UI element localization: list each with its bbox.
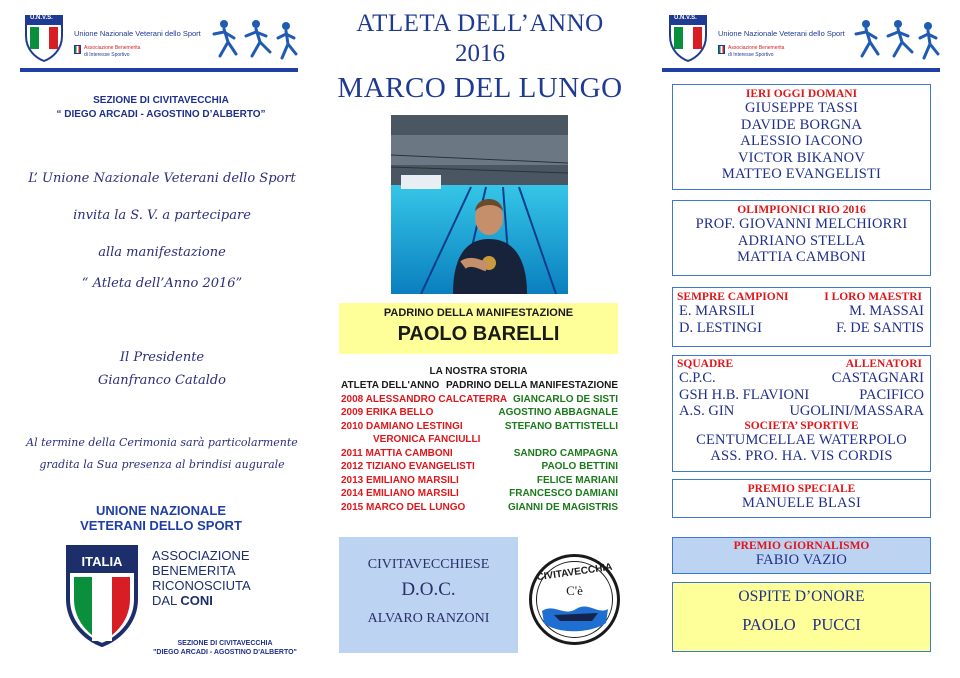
- sub-line-1: Associazione Benemerita: [728, 45, 785, 51]
- name-item: ASS. PRO. HA. VIS CORDIS: [710, 448, 893, 464]
- logo-text: U.N.V.S.: [674, 15, 697, 21]
- padrino-box: [339, 303, 618, 354]
- section-title-1: SEZIONE DI CIVITAVECCHIA: [93, 95, 229, 106]
- story-row: 2011 MATTIA CAMBONI SANDRO CAMPAGNA: [341, 447, 618, 459]
- logo-text: U.N.V.S.: [30, 15, 53, 21]
- name-item: MATTIA CAMBONI: [737, 249, 866, 265]
- assoc-line-1: ASSOCIAZIONE: [152, 548, 250, 563]
- box-title-right: I LORO MAESTRI: [824, 291, 922, 303]
- header-rule: [20, 68, 298, 72]
- title-year: 2016: [455, 40, 505, 67]
- pair-row: A.S. GIN UGOLINI/MASSARA: [679, 403, 924, 419]
- box-title: PREMIO SPECIALE: [747, 483, 856, 495]
- president-title: Il Presidente: [119, 350, 205, 365]
- name-list: [673, 432, 930, 465]
- winner-name: FABIO VAZIO: [755, 552, 848, 568]
- box-title-left: SQUADRE: [677, 358, 734, 370]
- box-title: OSPITE D’ONORE: [738, 588, 865, 605]
- runners-icon: [210, 16, 298, 66]
- box-title: PREMIO GIORNALISMO: [733, 540, 870, 552]
- assoc-line-3: RICONOSCIUTA: [152, 578, 251, 593]
- assoc-line-4a: DAL: [152, 593, 181, 608]
- badge-top-text: CIVITAVECCHIA: [535, 561, 614, 584]
- badge-mid-text: C'è: [566, 583, 583, 598]
- brand-title-1: UNIONE NAZIONALE: [96, 503, 226, 518]
- sub-line-1: Associazione Benemerita: [84, 45, 141, 51]
- pair-row: C.P.C. CASTAGNARI: [679, 370, 924, 386]
- story-row: 2008 ALESSANDRO CALCATERRA GIANCARLO DE SISTI: [341, 393, 618, 405]
- header-rule: [662, 68, 940, 72]
- winner-name: MANUELE BLASI: [742, 495, 861, 511]
- name-item: DAVIDE BORGNA: [740, 116, 863, 133]
- closing-line-2: gradita la Sua presenza al brindisi augurale: [39, 458, 285, 471]
- unvs-shield-logo: [668, 14, 708, 62]
- small-coni-mark: [718, 45, 725, 54]
- name-item: CENTUMCELLAE WATERPOLO: [696, 431, 907, 448]
- story-row: 2015 MARCO DEL LUNGO GIANNI DE MAGISTRIS: [341, 501, 618, 513]
- story-row: 2014 EMILIANO MARSILI FRANCESCO DAMIANI: [341, 488, 618, 499]
- story-row: 2009 ERIKA BELLO AGOSTINO ABBAGNALE: [341, 407, 618, 418]
- name-item: ADRIANO STELLA: [737, 232, 866, 249]
- box-ospite-onore: [672, 582, 931, 652]
- story-row: VERONICA FANCIULLI: [373, 434, 481, 445]
- story-col-right: PADRINO DELLA MANIFESTAZIONE: [445, 380, 618, 391]
- story-row: 2010 DAMIANO LESTINGI STEFANO BATTISTELLI: [341, 420, 618, 432]
- box-title-right: ALLENATORI: [845, 358, 922, 370]
- assoc-line-4b: CONI: [180, 593, 213, 608]
- header-right: [662, 14, 940, 78]
- name-item: GIUSEPPE TASSI: [745, 100, 858, 116]
- org-line: Unione Nazionale Veterani dello Sport: [718, 29, 845, 38]
- doc-box: [339, 537, 518, 653]
- header-left: [20, 14, 298, 78]
- runners-icon: [852, 16, 940, 66]
- story-col-left: ATLETA DELL'ANNO: [341, 380, 440, 391]
- title-athlete: MARCO DEL LUNGO: [337, 72, 623, 104]
- civitavecchia-badge: [528, 553, 621, 646]
- pair-row: D. LESTINGI F. DE SANTIS: [679, 319, 924, 336]
- story-row: 2012 TIZIANO EVANGELISTI PAOLO BETTINI: [341, 461, 618, 472]
- doc-line-2: D.O.C.: [401, 579, 456, 600]
- section-title-2: “ DIEGO ARCADI - AGOSTINO D’ALBERTO”: [56, 109, 266, 120]
- box-ieri-oggi-domani: [672, 84, 931, 190]
- box-sempre-campioni: [672, 287, 931, 347]
- padrino-name: PAOLO BARELLI: [397, 323, 560, 345]
- name-item: ALESSIO IACONO: [740, 133, 863, 149]
- pair-row: GSH H.B. FLAVIONI PACIFICO: [679, 386, 924, 403]
- closing-line-1: Al termine della Cerimonia sarà particolarmente: [26, 436, 298, 449]
- assoc-line-2: BENEMERITA: [152, 563, 236, 578]
- org-line: Unione Nazionale Veterani dello Sport: [74, 29, 201, 38]
- padrino-label: PADRINO DELLA MANIFESTAZIONE: [383, 307, 574, 319]
- name-item: VICTOR BIKANOV: [738, 149, 865, 166]
- box-premio-giornalismo: [672, 537, 931, 574]
- box-title: IERI OGGI DOMANI: [745, 88, 858, 100]
- assoc-text: [152, 548, 251, 608]
- footer-line-2: "DIEGO ARCADI - AGOSTINO D'ALBERTO": [153, 649, 297, 656]
- italia-label: ITALIA: [81, 554, 123, 569]
- story-header: [341, 379, 618, 393]
- doc-line-1: CIVITAVECCHIESE: [367, 557, 490, 572]
- unvs-shield-logo: [24, 14, 64, 62]
- box-premio-speciale: [672, 479, 931, 518]
- invite-line-1: L’ Unione Nazionale Veterani dello Sport: [28, 171, 296, 186]
- story-title: LA NOSTRA STORIA: [429, 366, 528, 377]
- name-list: [673, 216, 930, 266]
- box-title: OLIMPIONICI RIO 2016: [737, 204, 866, 216]
- guest-name: PAOLO PUCCI: [742, 615, 861, 634]
- invite-line-3: alla manifestazione: [98, 245, 226, 260]
- box-title-left: SEMPRE CAMPIONI: [677, 291, 789, 303]
- italia-shield-icon: [64, 543, 140, 647]
- title-line-1: ATLETA DELL’ANNO: [356, 10, 604, 37]
- name-item: PROF. GIOVANNI MELCHIORRI: [695, 216, 908, 232]
- name-list: [673, 100, 930, 183]
- story-row: 2013 EMILIANO MARSILI FELICE MARIANI: [341, 474, 618, 486]
- box-olimpionici: [672, 200, 931, 276]
- societa-title: SOCIETA’ SPORTIVE: [744, 419, 859, 432]
- sub-line-2: di Interesse Sportivo: [728, 52, 774, 58]
- box-squadre: [672, 355, 931, 472]
- invite-line-4: “ Atleta dell’Anno 2016”: [81, 276, 243, 291]
- footer-line-1: SEZIONE DI CIVITAVECCHIA: [177, 640, 273, 647]
- athlete-photo: [391, 115, 568, 294]
- story-table: [341, 379, 618, 514]
- sub-line-2: di Interesse Sportivo: [84, 52, 130, 58]
- president-name: Gianfranco Cataldo: [97, 373, 227, 388]
- doc-line-3: ALVARO RANZONI: [367, 611, 490, 626]
- small-coni-mark: [74, 45, 81, 54]
- pair-row: E. MARSILI M. MASSAI: [679, 303, 924, 319]
- brand-title-2: VETERANI DELLO SPORT: [80, 518, 242, 533]
- invite-line-2: invita la S. V. a partecipare: [73, 208, 251, 223]
- name-item: MATTEO EVANGELISTI: [721, 166, 882, 182]
